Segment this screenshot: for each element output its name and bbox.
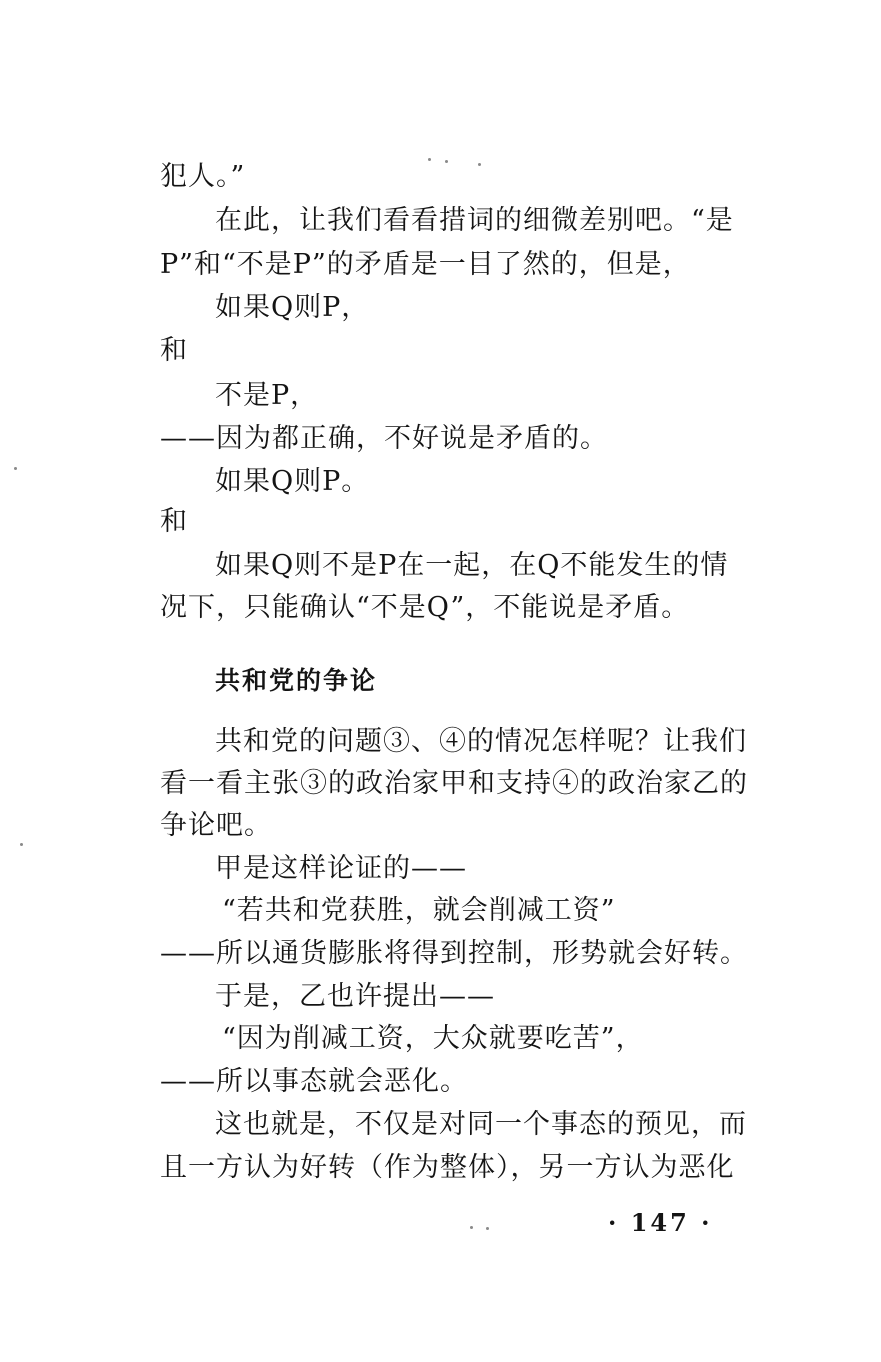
text-line: 共和党的问题③、④的情况怎样呢？让我们: [215, 726, 747, 757]
page-number: · 147 ·: [608, 1208, 713, 1237]
text-line: 于是，乙也许提出——: [215, 981, 495, 1012]
text-line: ——因为都正确，不好说是矛盾的。: [160, 423, 608, 454]
section-heading: 共和党的争论: [215, 666, 378, 695]
text-line: “若共和党获胜，就会削减工资”: [222, 895, 616, 926]
text-line: 犯人。”: [160, 161, 246, 192]
text-line: 在此，让我们看看措词的细微差别吧。“是: [215, 205, 734, 236]
scan-speck: [486, 1227, 489, 1230]
text-line: 不是P，: [215, 380, 319, 411]
text-line: 如果Q则P。: [215, 466, 370, 497]
text-line: 况下，只能确认“不是Q”，不能说是矛盾。: [160, 592, 690, 623]
text-line: 如果Q则P，: [215, 292, 370, 323]
text-line: 如果Q则不是P在一起，在Q不能发生的情: [215, 550, 729, 581]
text-line: 这也就是，不仅是对同一个事态的预见，而: [215, 1109, 747, 1140]
text-line: 和: [160, 506, 188, 537]
text-line: 争论吧。: [160, 810, 272, 841]
scan-speck: [20, 843, 23, 846]
text-line: 且一方认为好转（作为整体），另一方认为恶化: [160, 1152, 735, 1183]
text-line: 甲是这样论证的——: [215, 853, 467, 884]
text-line: ——所以通货膨胀将得到控制，形势就会好转。: [160, 938, 748, 969]
text-line: “因为削减工资，大众就要吃苦”，: [222, 1023, 644, 1054]
scan-speck: [14, 467, 17, 470]
text-line: P”和“不是P”的矛盾是一目了然的，但是，: [160, 249, 691, 280]
text-line: ——所以事态就会恶化。: [160, 1066, 468, 1097]
text-line: 看一看主张③的政治家甲和支持④的政治家乙的: [160, 768, 748, 799]
scan-speck: [470, 1226, 473, 1229]
text-line: 和: [160, 335, 188, 366]
